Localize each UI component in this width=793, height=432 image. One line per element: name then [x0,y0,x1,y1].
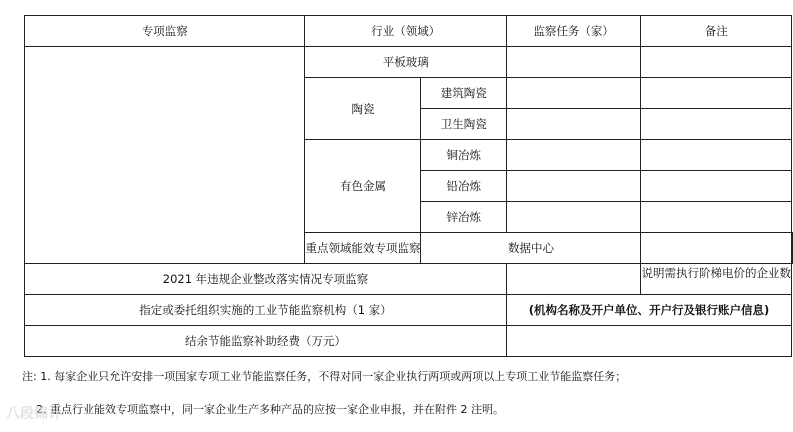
header-remarks: 备注 [641,16,792,47]
industry-lead: 铅冶炼 [421,171,506,202]
header-project: 专项监察 [25,16,305,47]
header-industry: 行业（领域） [305,16,506,47]
table-row [25,295,793,326]
tasks-cell[interactable] [506,171,641,202]
remarks-cell[interactable] [641,109,792,140]
tasks-cell[interactable] [506,202,641,233]
subsidy-value-cell[interactable] [506,326,791,357]
industry-ceramics: 陶瓷 [305,78,421,140]
project-subsidy: 结余节能监察补助经费（万元） [25,326,507,357]
note-1: 注: 1. 每家企业只允许安排一项国家专项工业节能监察任务，不得对同一家企业执行两项或两项以上专项工业节能监察任务； [22,370,627,383]
remarks-cell[interactable] [641,78,792,109]
tasks-cell[interactable] [506,78,641,109]
task-table [24,15,793,357]
header-row [25,16,793,47]
header-tasks: 监察任务（家） [506,16,641,47]
tasks-cell[interactable] [506,140,641,171]
tasks-cell[interactable] [506,47,641,78]
industry-copper: 铜冶炼 [421,140,506,171]
watermark-logo: 八段锦计 [6,406,62,422]
remarks-rectification-note [641,264,792,295]
industry-flat-glass: 平板玻璃 [305,47,506,78]
tasks-cell[interactable] [506,264,641,295]
remarks-cell[interactable] [641,171,792,202]
table-row [25,264,793,295]
remarks-cell[interactable] [641,202,792,233]
industry-nonferrous: 有色金属 [305,140,421,233]
table-row [25,326,793,357]
table-row [25,47,793,78]
agency-info-cell: (机构名称及开户单位、开户行及银行账户信息) [506,295,791,326]
remarks-cell[interactable] [641,140,792,171]
rectification-note-text: 说明需执行阶梯电价的企业数 [641,266,791,280]
tasks-cell[interactable] [641,233,792,264]
tasks-cell[interactable] [506,109,641,140]
remarks-cell[interactable] [792,233,793,264]
industry-sanitary-ceramics: 卫生陶瓷 [421,109,506,140]
project-rectification: 2021 年违规企业整改落实情况专项监察 [25,264,507,295]
project-blank-cell [25,47,305,264]
industry-data-center: 数据中心 [421,233,641,264]
industry-building-ceramics: 建筑陶瓷 [421,78,506,109]
note-2: 2. 重点行业能效专项监察中，同一家企业生产多种产品的应按一家企业申报，并在附件 2 注明。 [36,403,504,416]
industry-zinc: 锌冶炼 [421,202,506,233]
remarks-cell[interactable] [641,47,792,78]
project-key-fields: 重点领域能效专项监察 [305,233,421,264]
project-agency: 指定或委托组织实施的工业节能监察机构（1 家） [25,295,507,326]
